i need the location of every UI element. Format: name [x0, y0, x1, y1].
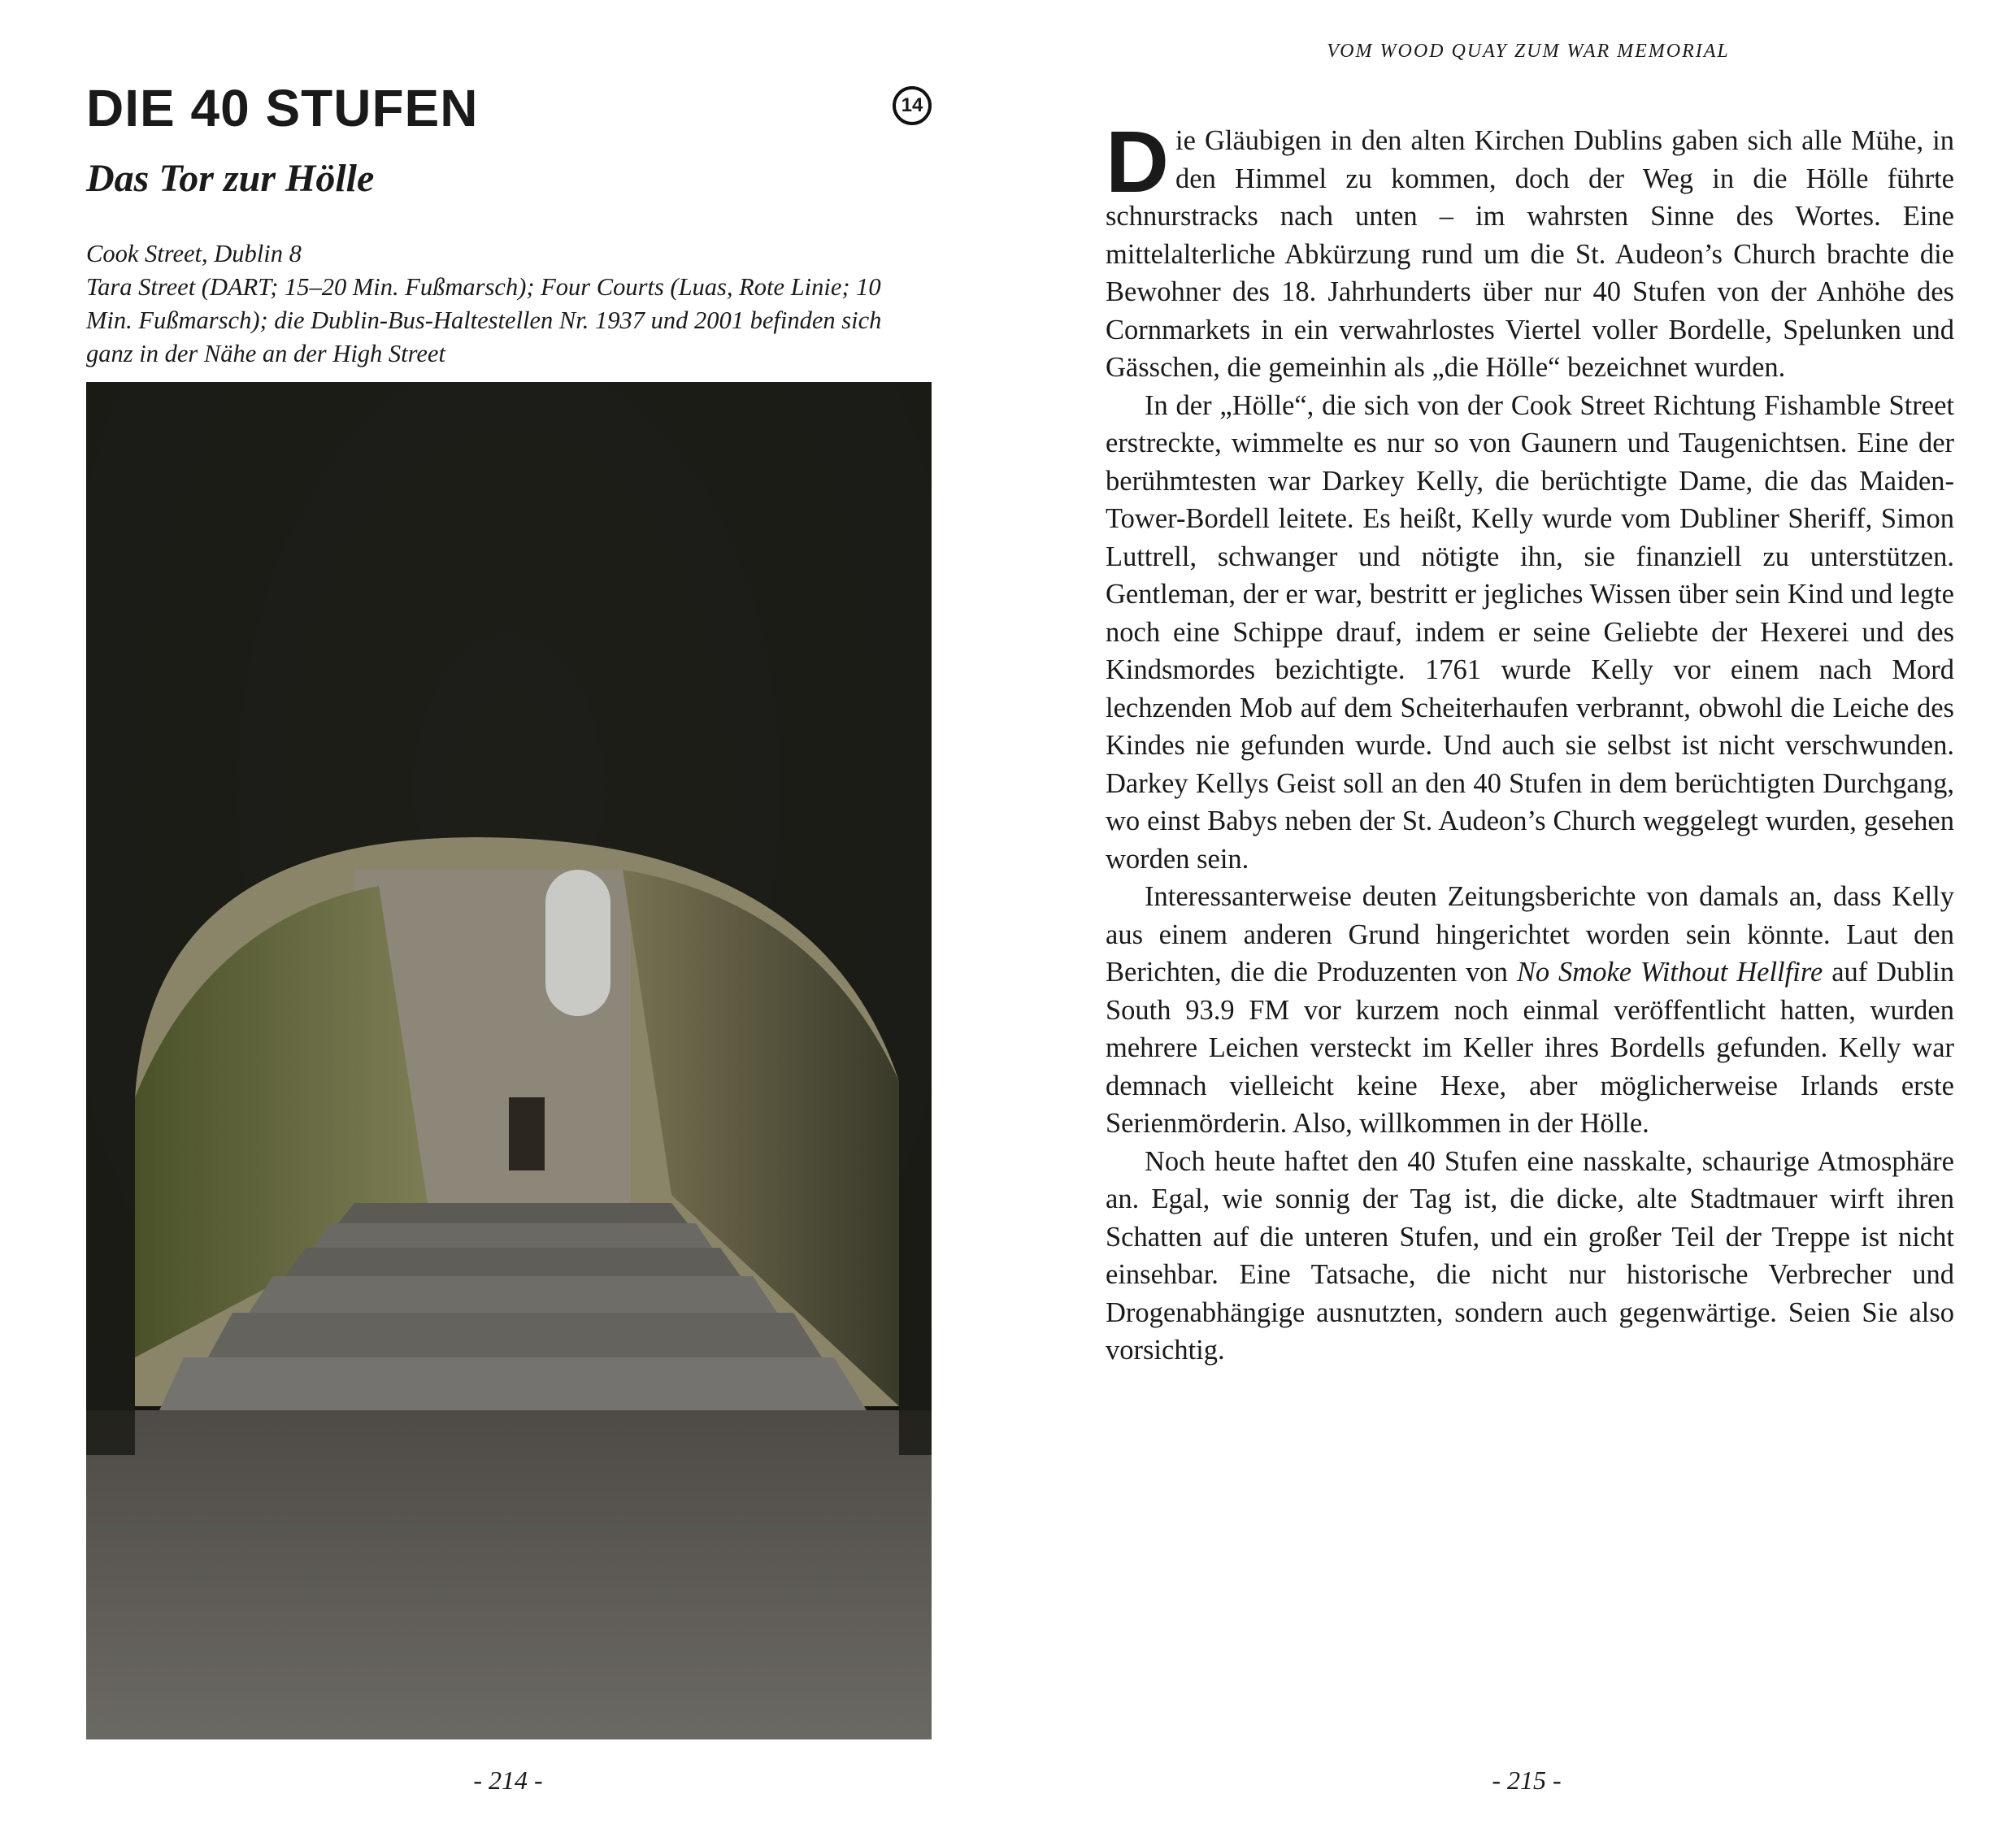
page-subtitle: Das Tor zur Hölle: [86, 157, 375, 200]
paragraph: Noch heute haftet den 40 Stufen eine nasskalte, schaurige Atmosphäre an. Egal, wie sonnig der Tag ist, die dicke, alte Stadtmauer wirft ihren Schatten auf die unteren Stufen, und ein großer Teil der Treppe ist nicht einsehbar. Eine Tatsache, die nicht nur historische Verbrecher und Drogenabhängige ausnutzten, sondern auch gegenwärtige. Seien Sie also vorsichtig.: [1106, 1145, 1954, 1366]
address: Cook Street, Dublin 8: [86, 240, 302, 267]
paragraph: [1106, 878, 1954, 1143]
entry-number-badge: 14: [893, 86, 932, 125]
stone-archway-stairs-photo: [86, 382, 932, 1739]
paragraph: [1106, 112, 1954, 387]
running-head: VOM WOOD QUAY ZUM WAR MEMORIAL: [1327, 41, 1730, 62]
page-number-left: - 214 -: [473, 1765, 543, 1795]
paragraph-text: auf Dublin South 93.9 FM vor kurzem noch einmal veröffentlicht hatten, wurden mehrere Leichen versteckt im Keller ihres Bordells gefunden. Kelly war demnach vielleicht keine Hexe, aber möglicherweise Irlands erste Serienmörderin. Also, willkommen in der Hölle.: [1106, 957, 1955, 1139]
paragraph: In der „Hölle“, die sich von der Cook Street Richtung Fishamble Street erstreckte, wimmelte es nur so von Gaunern und Taugenichtsen. Eine der berühmtesten war Darkey Kelly, die berüchtigte Dame, die das Maiden-Tower-Bordell leitete. Es heißt, Kelly wurde vom Dubliner Sheriff, Simon Luttrell, schwanger und nötigte ihn, sie finanziell zu unterstützen. Gentleman, der er war, bestritt er jegliches Wissen über sein Kind und legte noch eine Schippe drauf, indem er seine Geliebte der Hexerei und des Kindsmordes bezichtigte. 1761 wurde Kelly vor einem nach Mord lechzenden Mob auf dem Scheiterhaufen verbrannt, obwohl die Leiche des Kindes nie gefunden wurde. Und auch sie selbst ist nicht verschwunden. Darkey Kellys Geist soll an den 40 Stufen in dem berüchtigten Durchgang, wo einst Babys neben der St. Audeon’s Church weggelegt wurden, gesehen worden sein.: [1106, 389, 1954, 875]
radio-show-title: No Smoke Without Hellfire: [1516, 957, 1823, 988]
location-info: [86, 237, 932, 371]
paragraph-text: Interessanterweise deuten Zeitungsberichte von damals an, dass Kelly aus einem anderen Grund hingerichtet worden sein könnte. Laut den Berichten, die die Produzenten von: [1106, 881, 1954, 988]
paragraph-text: ie Gläubigen in den alten Kirchen Dublins gaben sich alle Mühe, in den Himmel zu kommen, doch der Weg in die Hölle führte schnurstracks nach unten – im wahrsten Sinne des Wortes. Eine mittelalterliche Abkürzung rund um die St. Audeon’s Church brachte die Bewohner des 18. Jahrhunderts über nur 40 Stufen von der Anhöhe des Cornmarkets in ein verwahrlostes Viertel voller Bordelle, Spelunken und Gässchen, die gemeinhin als „die Hölle“ bezeichnet wurden.: [1106, 125, 1954, 383]
page-title: DIE 40 STUFEN: [86, 79, 479, 137]
article-body: [1106, 112, 1955, 1370]
page-number-right: - 215 -: [1492, 1765, 1562, 1795]
directions: Tara Street (DART; 15–20 Min. Fußmarsch); Four Courts (Luas, Rote Linie; 10 Min. Fußmarsch); die Dublin-Bus-Haltestellen Nr. 1937 und 2001 befinden sich ganz in der Nähe an der High Street: [86, 273, 882, 367]
drop-cap: D: [1106, 112, 1169, 211]
